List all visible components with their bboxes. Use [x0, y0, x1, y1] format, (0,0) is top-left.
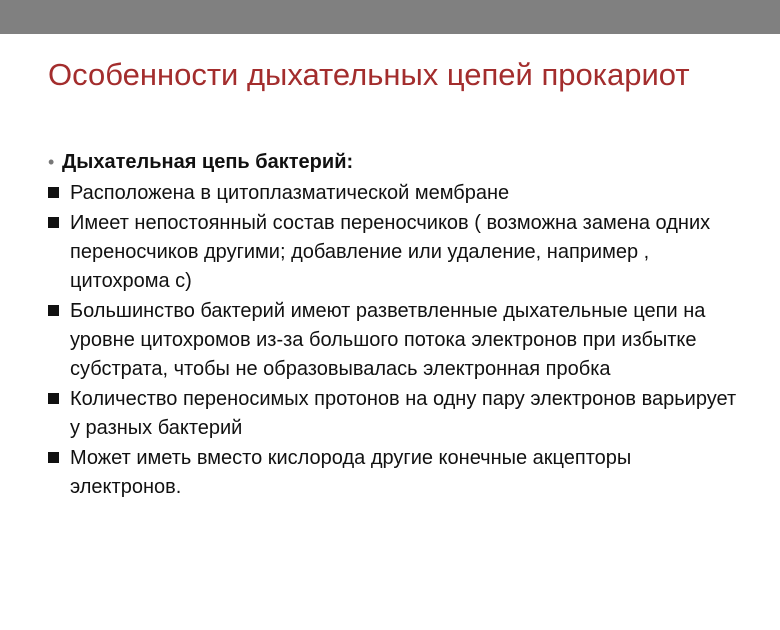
square-bullet-icon [48, 179, 62, 208]
intro-text: Дыхательная цепь бактерий: [62, 151, 354, 173]
square-bullet-icon [48, 444, 62, 473]
square-bullet-icon [48, 209, 62, 238]
list-item-text: Имеет непостоянный состав переносчиков ( возможна замена одних переносчиков другими; добавление или удаление, например , цитохрома с) [70, 212, 711, 292]
round-bullet-icon: • [48, 152, 55, 172]
intro-bullet [48, 148, 748, 177]
list-item-text: Может иметь вместо кислорода другие конечные акцепторы электронов. [70, 447, 632, 498]
list-item-text: Количество переносимых протонов на одну пару электронов варьирует у разных бактерий [70, 388, 737, 439]
list-item [48, 385, 748, 443]
list-item-text: Расположена в цитоплазматической мембране [70, 182, 510, 204]
slide-content [48, 148, 748, 503]
list-item [48, 297, 748, 384]
square-bullet-icon [48, 297, 62, 326]
square-bullet-icon [48, 385, 62, 414]
list-item [48, 444, 748, 502]
list-item-text: Большинство бактерий имеют разветвленные дыхательные цепи на уровне цитохромов из-за большого потока электронов при избытке субстрата, чтобы не образовывалась электронная пробка [70, 300, 706, 380]
slide-title: Особенности дыхательных цепей прокариот [48, 57, 690, 92]
list-item [48, 179, 748, 208]
list-item [48, 209, 748, 296]
top-bar [0, 0, 780, 34]
